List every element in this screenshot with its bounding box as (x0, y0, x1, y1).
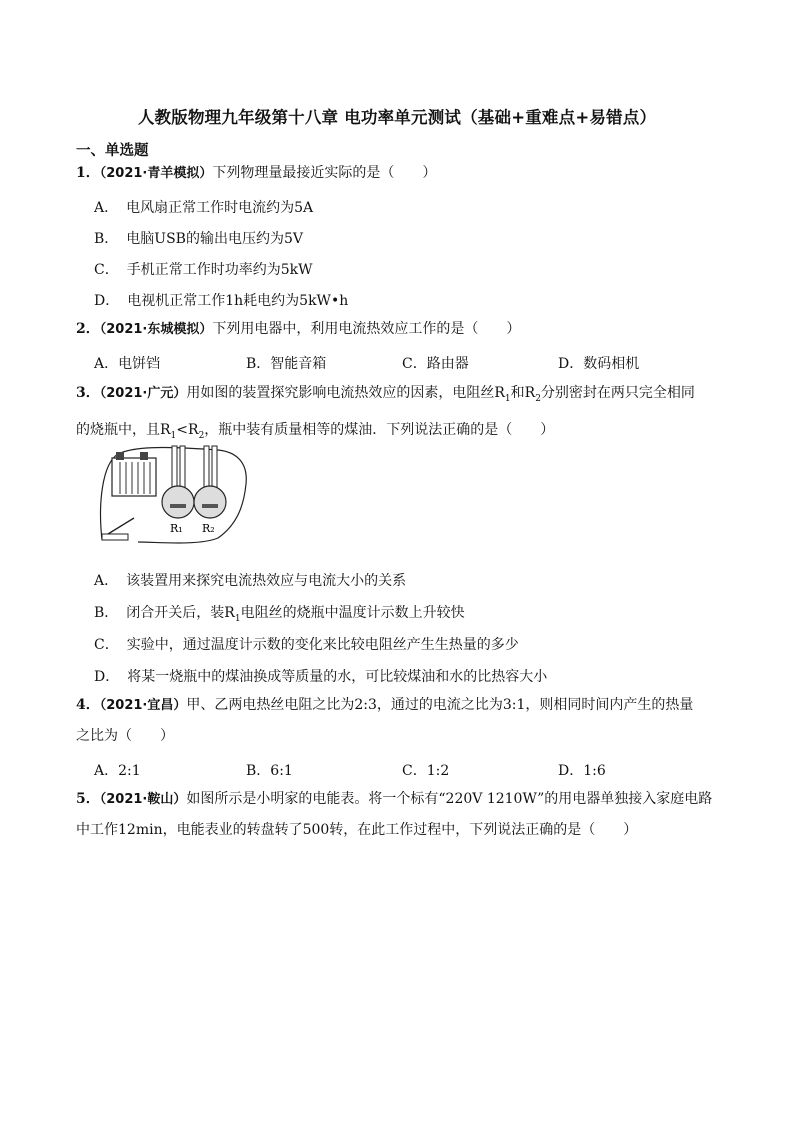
option-d: D．数码相机 (558, 356, 640, 372)
section-heading: 一、单选题 (76, 143, 149, 159)
question-number: 3． (76, 385, 100, 401)
question-1 (76, 158, 726, 189)
question-number: 1． (76, 165, 100, 181)
question-2 (76, 314, 726, 345)
option-b: B． 闭合开关后，装$R_1$电阻丝的烧瓶中温度计示数上升较快 (94, 605, 465, 624)
label-r2: R₂ (202, 522, 215, 535)
option-c: C．1:2 (402, 763, 450, 779)
page-title: 人教版物理九年级第十八章 电功率单元测试（基础+重难点+易错点） (137, 108, 657, 127)
question-source: （2021·鞍山） (99, 792, 187, 807)
option-b: B．智能音箱 (246, 356, 327, 372)
question-number: 5． (76, 791, 100, 807)
question-source: （2021·宜昌） (99, 698, 187, 713)
option-a: A．2:1 (94, 763, 141, 779)
option-a: A． 电风扇正常工作时电流约为5A (94, 200, 314, 216)
option-a: A．电饼铛 (94, 356, 161, 372)
question-source: （2021·广元） (99, 386, 187, 401)
flask-r1-icon (162, 446, 194, 518)
option-a: A． 该装置用来探究电流热效应与电流大小的关系 (94, 573, 407, 589)
option-c: C．路由器 (402, 356, 469, 372)
question-3: 3．（2021·广元）用如图的装置探究影响电流热效应的因素，电阻丝$R_1$和$R_2$分别密封在两只完全相同 的烧瓶中，且$R_1<R_2$，瓶中装有质量相等的煤油．下列说法正确的是（ ） (76, 385, 695, 441)
label-r1: R₁ (170, 522, 183, 535)
option-b: B．6:1 (246, 763, 293, 779)
option-c: C． 手机正常工作时功率约为5kW (94, 262, 313, 278)
apparatus-figure (98, 444, 252, 550)
circuit-diagram (98, 444, 252, 550)
question-number: 4． (76, 697, 100, 713)
option-d: D． 将某一烧瓶中的煤油换成等质量的水，可比较煤油和水的比热容大小 (94, 669, 548, 685)
flask-r2-icon (194, 446, 226, 518)
question-number: 2． (76, 321, 100, 337)
option-b: B． 电脑USB的输出电压约为5V (94, 231, 303, 247)
question-5: 5．（2021·鞍山）如图所示是小明家的电能表。将一个标有“220V 1210W”的用电器单独接入家庭电路 中工作12min，电能表业的转盘转了500转，在此工作过程中，下列说法正确的是（ ） (76, 791, 713, 838)
question-source: （2021·青羊模拟） (99, 166, 213, 181)
question-stem: 下列用电器中，利用电流热效应工作的是（ ） (212, 321, 521, 337)
question-stem: 下列物理量最接近实际的是（ ） (212, 165, 437, 181)
switch-icon (102, 518, 134, 540)
option-d: D．1:6 (558, 763, 606, 779)
question-4: 4．（2021·宜昌）甲、乙两电热丝电阻之比为2:3，通过的电流之比为3:1，则相同时间内产生的热量 之比为（ ） (76, 697, 694, 744)
question-source: （2021·东城模拟） (99, 322, 213, 337)
option-c: C． 实验中，通过温度计示数的变化来比较电阻丝产生生热量的多少 (94, 637, 519, 653)
option-d: D． 电视机正常工作1h耗电约为5kW•h (94, 293, 349, 309)
battery-icon (112, 452, 156, 496)
